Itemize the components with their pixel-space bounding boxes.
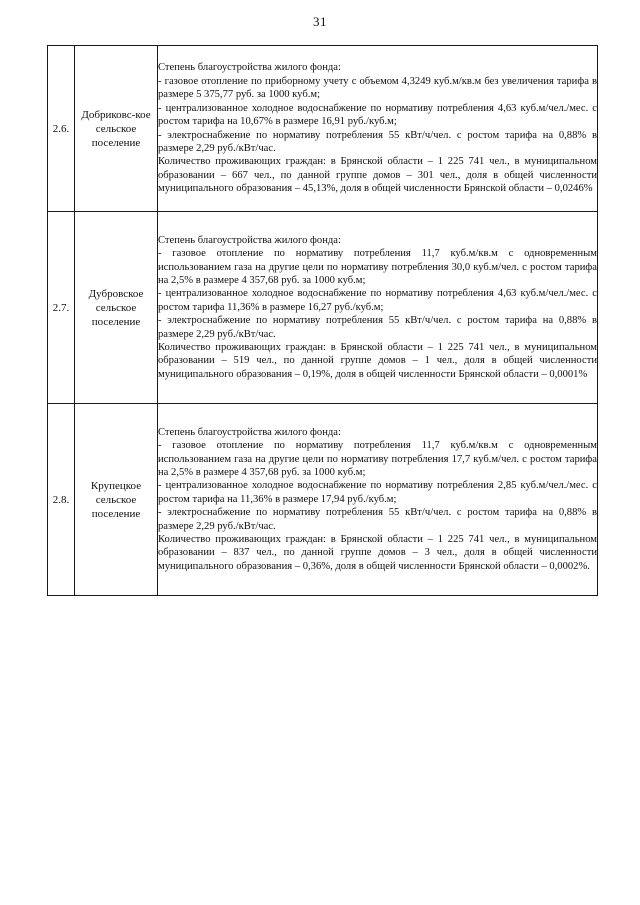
settlement-name: Дубровское сельское поселение — [75, 212, 158, 404]
description-line: Степень благоустройства жилого фонда: — [158, 426, 341, 438]
settlement-name: Добриковс-кое сельское поселение — [75, 46, 158, 212]
description-line: - электроснабжение по нормативу потребления 55 кВт/ч/чел. с ростом тарифа на 0,88% в размере 2,29 руб./кВт/час. — [158, 129, 597, 154]
table-row — [48, 46, 598, 212]
description-line: Степень благоустройства жилого фонда: — [158, 62, 341, 74]
description-line: - электроснабжение по нормативу потребления 55 кВт/ч/чел. с ростом тарифа на 0,88% в размере 2,29 руб./кВт/час. — [158, 507, 597, 532]
description-line: - газовое отопление по нормативу потребления 11,7 куб.м/кв.м с одновременным использованием газа на другие цели по нормативу потребления 17,7 куб.м/чел. с ростом тарифа на 2,5% в размере 4 357,68 руб. за 1000 куб.м; — [158, 440, 597, 478]
description-line: Количество проживающих граждан: в Брянской области – 1 225 741 чел., в муниципальном образовании – 519 чел., по данной группе домов – 1 чел., доля в общей численности муниципального образования – 0,19%, доля в общей численности Брянской области – 0,0001% — [158, 342, 597, 380]
description-line: - централизованное холодное водоснабжение по нормативу потребления 4,63 куб.м/чел./мес. с ростом тарифа 11,36% в размере 16,27 руб./куб.м; — [158, 288, 597, 313]
page-number: 31 — [313, 14, 327, 29]
settlement-description — [158, 404, 598, 596]
settlement-description — [158, 46, 598, 212]
settlement-name: Крупецкое сельское поселение — [75, 404, 158, 596]
description-line: - электроснабжение по нормативу потребления 55 кВт/ч/чел. с ростом тарифа на 0,88% в размере 2,29 руб./кВт/час. — [158, 315, 597, 340]
row-number: 2.7. — [48, 212, 75, 404]
description-line: - централизованное холодное водоснабжение по нормативу потребления 2,85 куб.м/чел./мес. с ростом тарифа на 11,36% в размере 17,94 руб./куб.м; — [158, 480, 597, 505]
description-line: - централизованное холодное водоснабжение по нормативу потребления 4,63 куб.м/чел./мес. с ростом тарифа на 10,67% в размере 16,91 руб./куб.м; — [158, 102, 597, 128]
table-row — [48, 404, 598, 596]
row-number: 2.8. — [48, 404, 75, 596]
row-number: 2.6. — [48, 46, 75, 212]
settlements-table — [47, 45, 598, 596]
description-line: - газовое отопление по приборному учету с объемом 4,3249 куб.м/кв.м без увеличения тарифа в размере 5 375,77 руб. за 1000 куб.м; — [158, 75, 597, 101]
table-row — [48, 212, 598, 404]
description-line: Степень благоустройства жилого фонда: — [158, 234, 341, 246]
description-line: - газовое отопление по нормативу потребления 11,7 куб.м/кв.м с одновременным использованием газа на другие цели по нормативу потребления 30,0 куб.м/чел. с ростом тарифа на 2,5% в размере 4 357,68 руб. за 1000 куб.м; — [158, 248, 597, 286]
description-line: Количество проживающих граждан: в Брянской области – 1 225 741 чел., в муниципальном образовании – 667 чел., по данной группе домов – 301 чел., доля в общей численности муниципального образования – 45,13%, доля в общей численности Брянской области – 0,0246% — [158, 156, 597, 195]
description-line: Количество проживающих граждан: в Брянской области – 1 225 741 чел., в муниципальном образовании – 837 чел., по данной группе домов – 3 чел., доля в общей численности муниципального образования – 0,36%, доля в общей численности Брянской области – 0,0002%. — [158, 534, 597, 572]
settlement-description — [158, 212, 598, 404]
